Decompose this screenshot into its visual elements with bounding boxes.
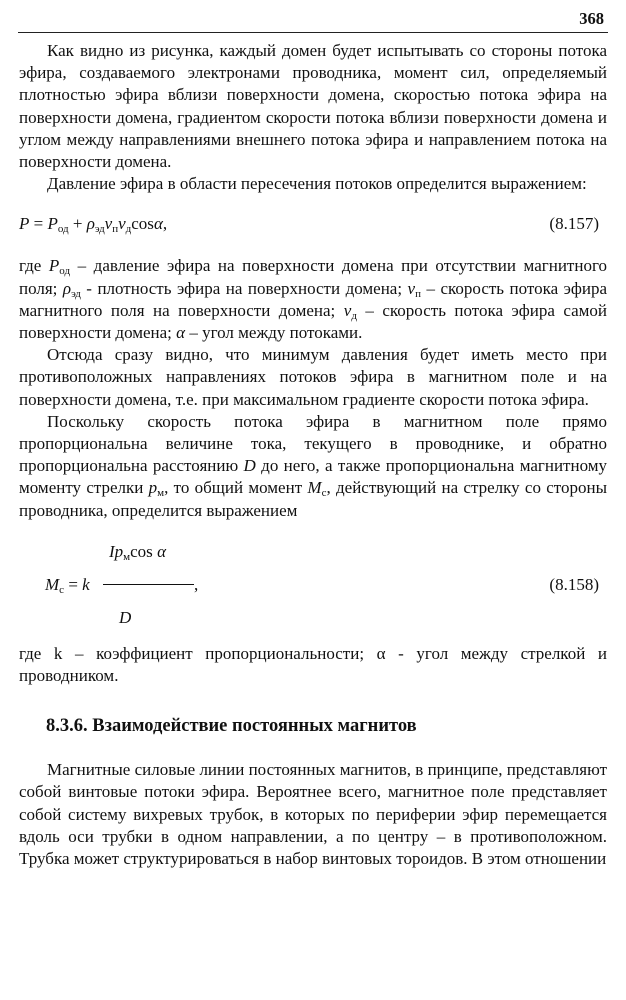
paragraph-minimum-pressure: Отсюда сразу видно, что минимум давления будет иметь место при противоположных направлениях потоков эфира в магнитном поле и на поверхности домена, т.е. при максимальном градиенте скорости потока эфира. (19, 345, 607, 409)
header-rule (18, 32, 608, 33)
paragraph-formula1-legend: где $P_{од}$ – давление эфира на поверхности домена при отсутствии магнитного поля; $\rho_{эд}$ - плотность эфира на поверхности домена; $v_п$ – скорость потока эфира магнитного поля на поверхности домена; $v_д$ – скорость потока эфира самой поверхности домена; α – угол между потоками. (19, 256, 607, 343)
formula-8-158-numerator: $Ip_м\cos$ α (109, 541, 166, 563)
fraction-bar (103, 584, 194, 585)
formula-8-158 (19, 541, 607, 629)
section-heading: 8.3.6. Взаимодействие постоянных магнитов (46, 716, 417, 737)
equation-number-8-157: (8.157) (549, 214, 599, 234)
page-content (19, 40, 607, 870)
formula-8-157-expression: $P = P_{од} + \rho_{эд}v_пv_д\cos\alpha$, (19, 214, 168, 236)
formula-8-158-comma: , (194, 574, 199, 594)
paragraph-pressure-intro: Давление эфира в области пересечения потоков определится выражением: (47, 174, 587, 194)
formula-8-157 (19, 213, 607, 235)
formula-8-158-denominator: D (119, 607, 132, 627)
paragraph-permanent-magnets: Магнитные силовые линии постоянных магнитов, в принципе, представляют собой винтовые потоки эфира. Вероятнее всего, магнитное поле представляет собой систему вихревых трубок, в которых по периферии эфир перемещается вдоль оси трубки в одном направлении, а по центру – в противоположном. Трубка может структурироваться в набор винтовых тороидов. В этом отношении (19, 760, 608, 869)
page-number: 368 (579, 9, 604, 28)
paragraph-formula2-legend: где k – коэффициент пропорциональности; α - угол между стрелкой и проводником. (19, 643, 607, 686)
paragraph-total-moment: Поскольку скорость потока эфира в магнитном поле прямо пропорциональна величине тока, текущего в проводнике, и обратно пропорциональна расстоянию D до него, а также пропорциональна магнитному моменту стрелки $p_м$, то общий момент $M_с$, действующий на стрелку со стороны проводника, определится выражением (19, 411, 608, 520)
equation-number-8-158: (8.158) (549, 574, 599, 594)
paragraph-domain-moment: Как видно из рисунка, каждый домен будет испытывать со стороны потока эфира, создаваемого электронами проводника, момент сил, определяемый плотностью эфира вблизи поверхности домена, скоростью потока эфира на поверхности домена, градиентом скорости потока вблизи поверхности домена и углом между направлениями внешнего потока эфира и направлением потока на поверхности домена. (19, 41, 607, 172)
formula-8-158-lhs: $M_с = k$ (45, 574, 90, 596)
